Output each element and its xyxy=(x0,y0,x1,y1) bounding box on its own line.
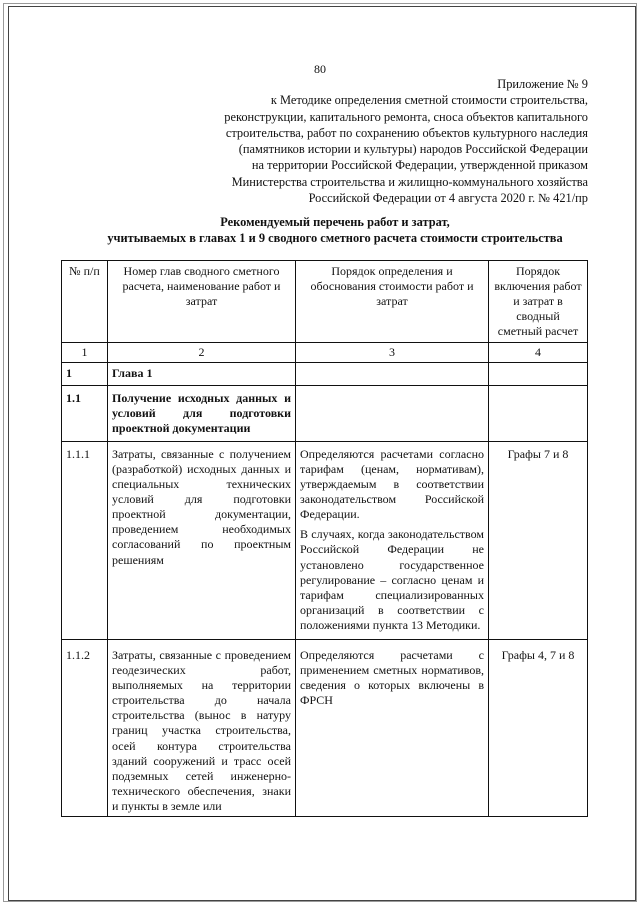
row-inclusion xyxy=(489,385,588,441)
appendix-block xyxy=(150,76,588,206)
row-number: 1.1 xyxy=(62,385,108,441)
column-numbers-row xyxy=(62,343,588,363)
row-number: 1.1.2 xyxy=(62,639,108,816)
header-cell-number: № п/п xyxy=(62,261,108,343)
appendix-title: Приложение № 9 xyxy=(497,77,588,91)
column-number: 2 xyxy=(108,343,296,363)
document-title-line1: Рекомендуемый перечень работ и затрат, xyxy=(220,215,450,229)
document-title xyxy=(40,214,630,246)
table-row xyxy=(62,639,588,816)
row-method xyxy=(296,441,489,639)
row-method-paragraph: Определяются расчетами согласно тарифам (ценам, нормативам), утверждаемым в соответствии законодательством Российской Федерации. xyxy=(300,446,484,522)
column-number: 3 xyxy=(296,343,489,363)
row-inclusion: Графы 7 и 8 xyxy=(489,441,588,639)
appendix-line: к Методике определения сметной стоимости строительства, xyxy=(270,93,588,108)
row-number: 1.1.1 xyxy=(62,441,108,639)
row-method-paragraph: В случаях, когда законодательством Российской Федерации не установлено государственное регулирование – согласно ценам и тарифам специализированных организаций в соответствии с положениями пункта 13 Методики. xyxy=(300,527,484,632)
table-row xyxy=(62,385,588,441)
table-header-row xyxy=(62,261,588,343)
row-name: Затраты, связанные с проведением геодезических работ, выполняемых на территории строительства до начала строительства (вынос в натуру границ участка строительства, осей контура строительства зданий сооружений и трасс осей подземных сетей инженерно-технического обеспечения, знаки и пункты в земле или xyxy=(108,639,296,816)
column-number: 1 xyxy=(62,343,108,363)
row-name: Глава 1 xyxy=(108,363,296,385)
table-row xyxy=(62,441,588,639)
row-method: Определяются расчетами с применением сметных нормативов, сведения о которых включены в ФРСН xyxy=(296,639,489,816)
header-cell-method: Порядок определения и обоснования стоимости работ и затрат xyxy=(296,261,489,343)
appendix-line: строительства, работ по сохранению объектов культурного наследия xyxy=(225,125,588,140)
header-cell-inclusion: Порядок включения работ и затрат в сводный сметный расчет xyxy=(489,261,588,343)
row-inclusion: Графы 4, 7 и 8 xyxy=(489,639,588,816)
column-number: 4 xyxy=(489,343,588,363)
row-method xyxy=(296,385,489,441)
row-method xyxy=(296,363,489,385)
works-table xyxy=(61,260,588,817)
appendix-line: на территории Российской Федерации, утвержденной приказом xyxy=(251,158,588,173)
appendix-line: Министерства строительства и жилищно-коммунального хозяйства xyxy=(231,174,588,189)
row-name: Получение исходных данных и условий для подготовки проектной документации xyxy=(108,385,296,441)
document-title-line2: учитываемых в главах 1 и 9 сводного сметного расчета стоимости строительства xyxy=(107,231,563,245)
appendix-line: Российской Федерации от 4 августа 2020 г. № 421/пр xyxy=(308,191,588,206)
header-cell-name: Номер глав сводного сметного расчета, наименование работ и затрат xyxy=(108,261,296,343)
appendix-line: (памятников истории и культуры) народов Российской Федерации xyxy=(238,142,588,157)
row-number: 1 xyxy=(62,363,108,385)
row-inclusion xyxy=(489,363,588,385)
appendix-line: реконструкции, капитального ремонта, сноса объектов капитального xyxy=(224,109,588,124)
page-number: 80 xyxy=(314,62,326,76)
table-row xyxy=(62,363,588,385)
row-name: Затраты, связанные с получением (разработкой) исходных данных и специальных технических условий для подготовки проектной документации, проведением необходимых согласований по проектным решениям xyxy=(108,441,296,639)
